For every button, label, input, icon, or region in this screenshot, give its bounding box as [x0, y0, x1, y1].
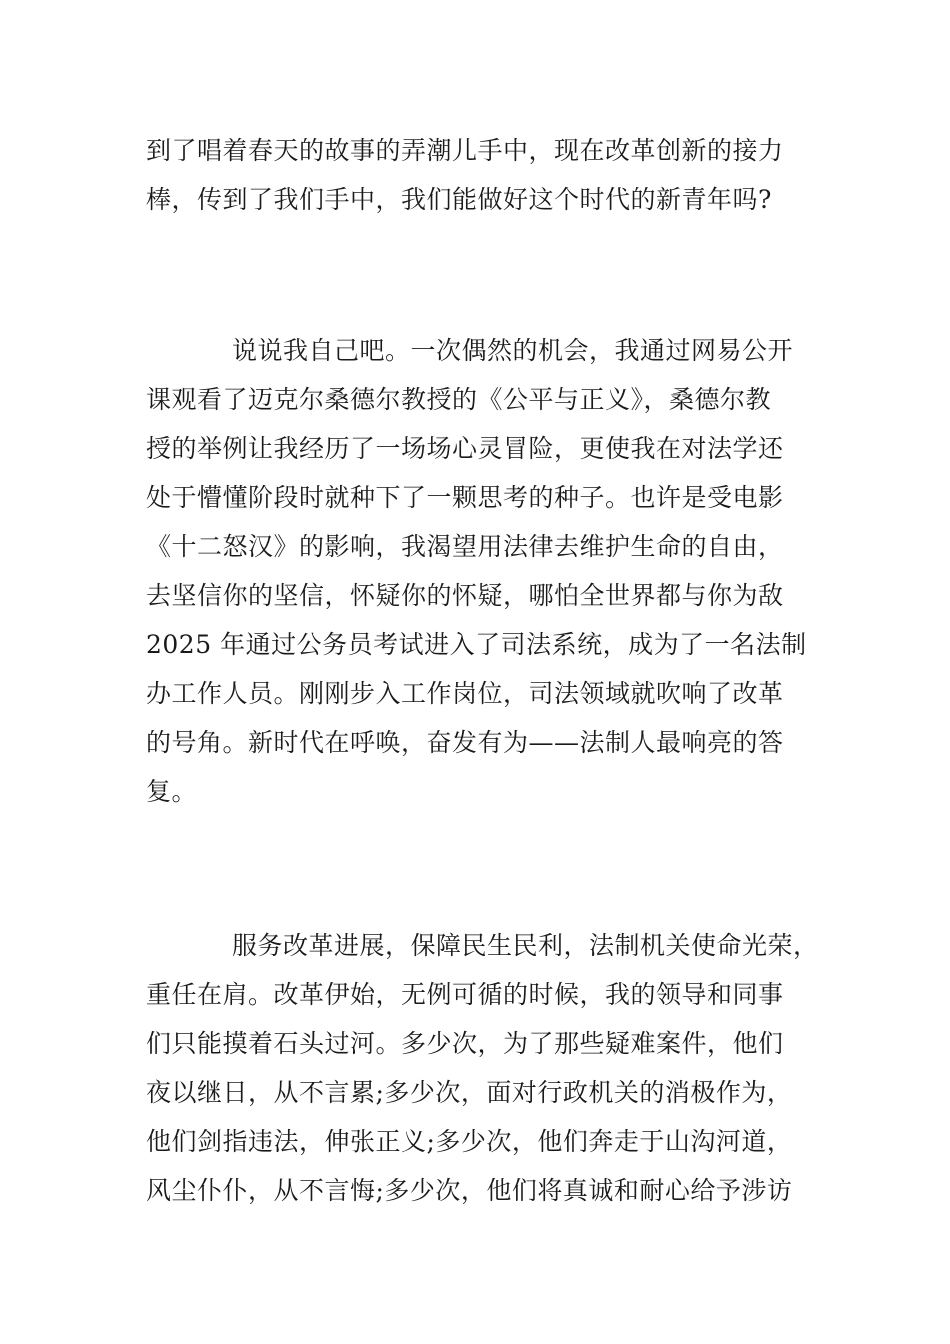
text-line: 夜以继日，从不言累;多少次，面对行政机关的消极作为，: [146, 1078, 793, 1107]
text-line: 课观看了迈克尔桑德尔教授的《公平与正义》，桑德尔教: [146, 385, 772, 414]
text-line: 风尘仆仆，从不言悔;多少次，他们将真诚和耐心给予涉访: [146, 1176, 793, 1205]
text-line: 复。: [146, 777, 198, 806]
text-line: 办工作人员。刚刚步入工作岗位，司法领域就吹响了改革: [146, 679, 784, 708]
text-line: 2025 年通过公务员考试进入了司法系统，成为了一名法制: [146, 630, 807, 659]
text-line: 说说我自己吧。一次偶然的机会，我通过网易公开: [232, 336, 794, 365]
text-line: 处于懵懂阶段时就种下了一颗思考的种子。也许是受电影: [146, 483, 784, 512]
text-line: 《十二怒汉》的影响，我渴望用法律去维护生命的自由，: [146, 532, 784, 561]
paragraph-1: [146, 126, 846, 224]
text-line: 去坚信你的坚信，怀疑你的怀疑，哪怕全世界都与你为敌: [146, 581, 784, 610]
text-line: 重任在肩。改革伊始，无例可循的时候，我的领导和同事: [146, 980, 784, 1009]
text-line: 服务改革进展，保障民生民利，法制机关使命光荣，: [232, 931, 819, 960]
text-line: 到了唱着春天的故事的弄潮儿手中，现在改革创新的接力: [146, 136, 784, 165]
text-line: 授的举例让我经历了一场场心灵冒险，更使我在对法学还: [146, 434, 784, 463]
text-line: 的号角。新时代在呼唤，奋发有为——法制人最响亮的答: [146, 728, 784, 757]
text-line: 他们剑指违法，伸张正义;多少次，他们奔走于山沟河道，: [146, 1127, 793, 1156]
text-line: 们只能摸着石头过河。多少次，为了那些疑难案件，他们: [146, 1029, 784, 1058]
text-line: 棒，传到了我们手中，我们能做好这个时代的新青年吗?: [146, 185, 772, 214]
paragraph-3: [146, 921, 846, 1215]
paragraph-2: [146, 326, 846, 816]
